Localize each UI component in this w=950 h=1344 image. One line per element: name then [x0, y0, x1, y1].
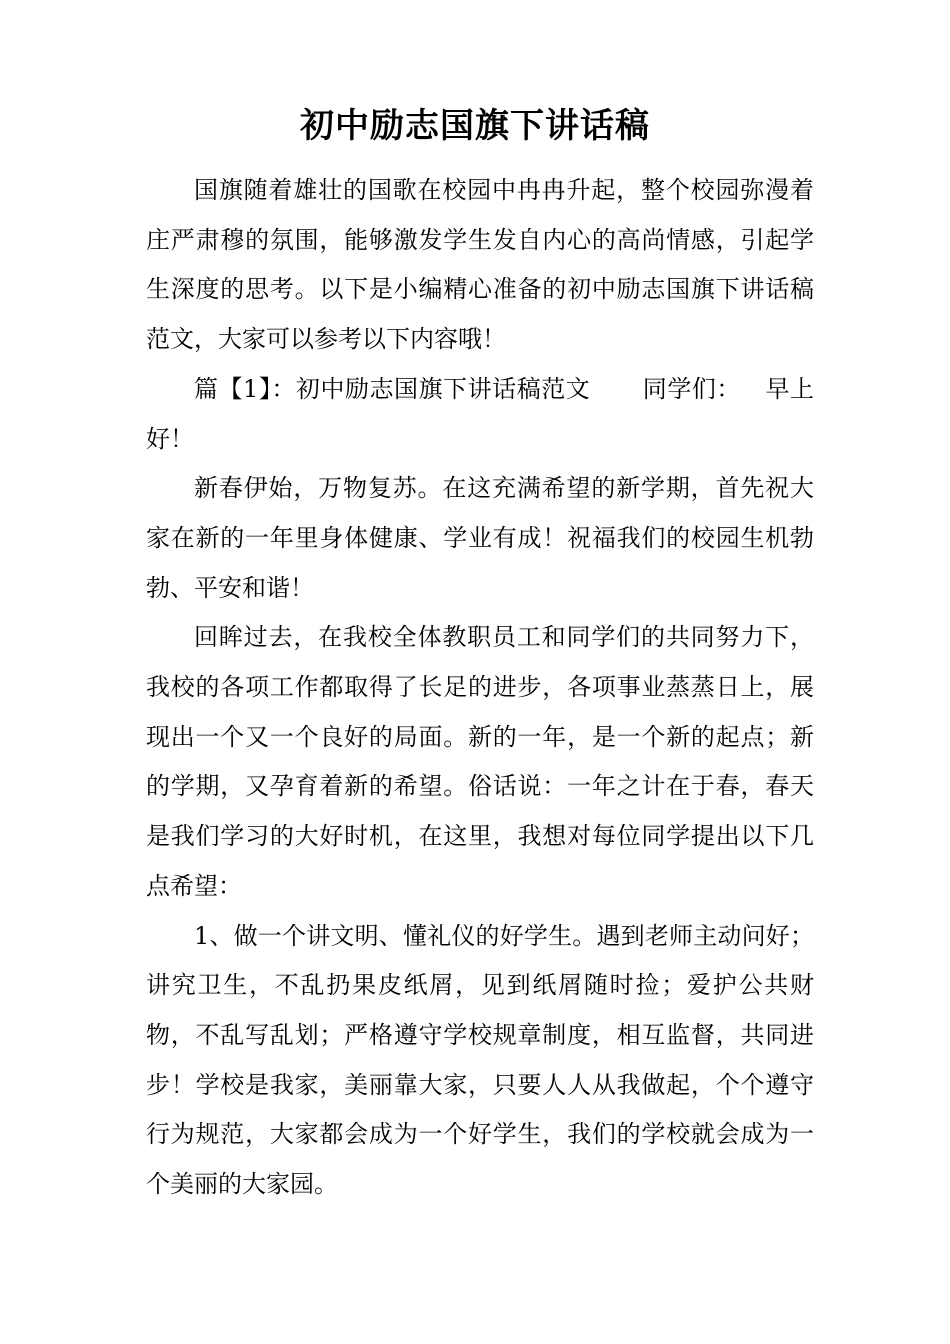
- body-paragraph: 1、做一个讲文明、懂礼仪的好学生。遇到老师主动问好；讲究卫生，不乱扔果皮纸屑，见到纸屑随时捡；爱护公共财物，不乱写乱划；严格遵守学校规章制度，相互监督，共同进步！学校是我家，美丽靠大家，只要人人从我做起，个个遵守行为规范，大家都会成为一个好学生，我们的学校就会成为一个美丽的大家园。: [146, 921, 814, 1199]
- section-heading: 篇【1】：初中励志国旗下讲话稿范文: [194, 374, 591, 403]
- intro-paragraph: 国旗随着雄壮的国歌在校园中冉冉升起，整个校园弥漫着庄严肃穆的氛围，能够激发学生发自内心的高尚情感，引起学生深度的思考。以下是小编精心准备的初中励志国旗下讲话稿范文，大家可以参考以下内容哦！: [146, 176, 814, 354]
- page-title: 初中励志国旗下讲话稿: [300, 106, 650, 146]
- greeting-text: 早上好！: [146, 374, 814, 453]
- greeting-salutation: 同学们：: [642, 374, 741, 403]
- body-paragraph: 新春伊始，万物复苏。在这充满希望的新学期，首先祝大家在新的一年里身体健康、学业有成！祝福我们的校园生机勃勃、平安和谐！: [146, 474, 814, 602]
- document-body: [146, 166, 814, 1210]
- body-paragraph: 回眸过去，在我校全体教职员工和同学们的共同努力下，我校的各项工作都取得了长足的进步，各项事业蒸蒸日上，展现出一个又一个良好的局面。新的一年，是一个新的起点；新的学期，又孕育着新的希望。俗话说：一年之计在于春，春天是我们学习的大好时机，在这里，我想对每位同学提出以下几点希望：: [146, 623, 814, 900]
- section-heading-paragraph: [146, 365, 814, 464]
